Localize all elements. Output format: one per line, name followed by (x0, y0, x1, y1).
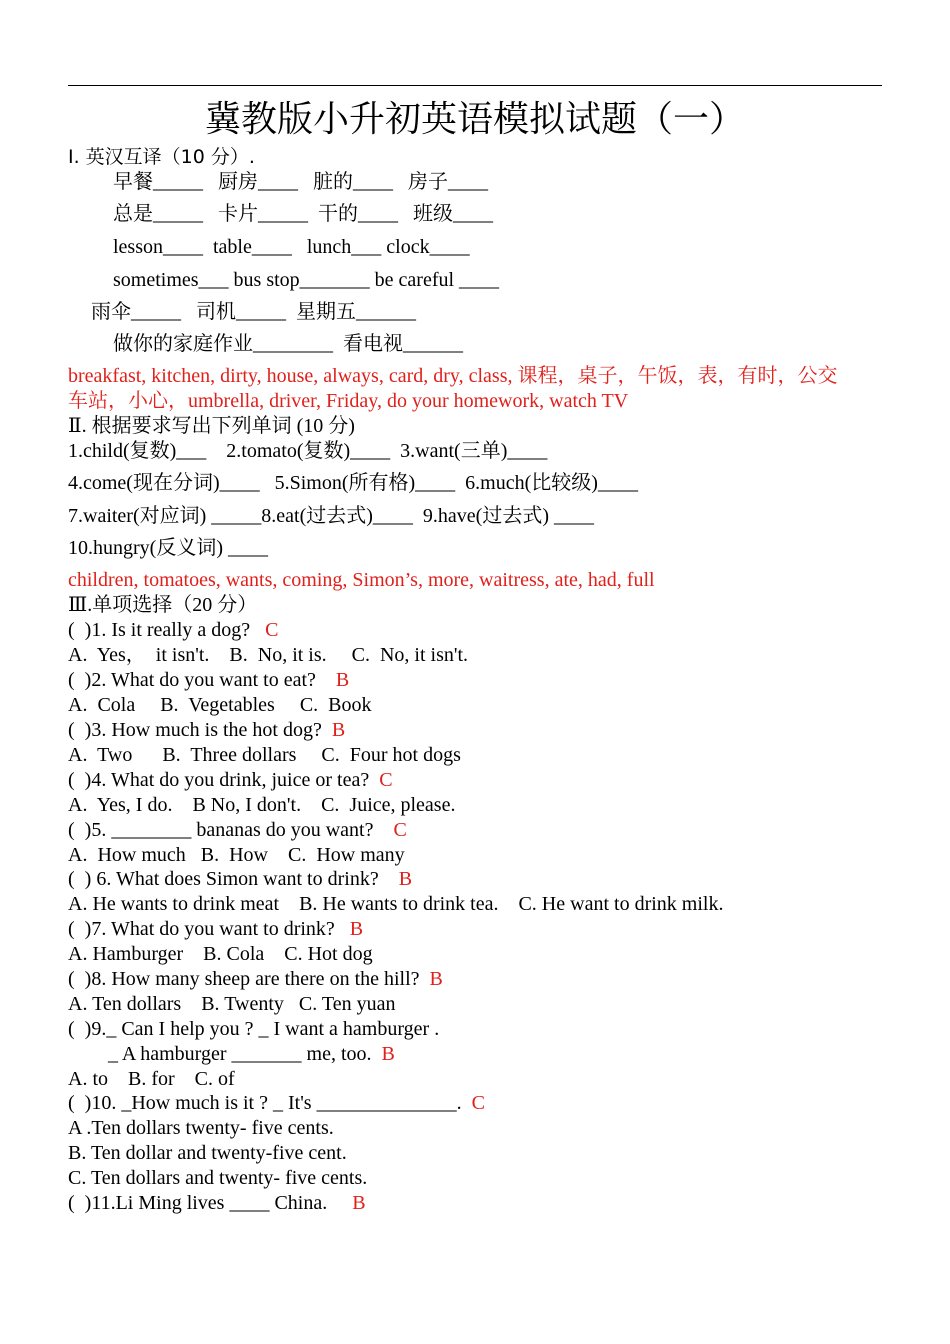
page-title: 冀教版小升初英语模拟试题（一） (204, 99, 745, 140)
options: A. Yes， it isn't. B. No, it is. C. No, it isn't. (68, 644, 469, 666)
section1-row: 总是_____ 卡片_____ 干的____ 班级____ (113, 203, 493, 225)
section1-answer: breakfast, kitchen, dirty, house, always, card, dry, class, 课程，桌子，午饭，表，有时，公交 (68, 365, 838, 387)
section2-row: 7.waiter(对应词) _____8.eat(过去式)____ 9.have(过去式) ____ (68, 505, 594, 527)
section3-heading: Ⅲ.单项选择（20 分） (68, 594, 258, 616)
question-4: ( )4. What do you drink, juice or tea? C (68, 769, 393, 791)
answer-key: C (265, 619, 279, 641)
options: A. Hamburger B. Cola C. Hot dog (68, 943, 373, 965)
section1-row: lesson____ table____ lunch___ clock____ (113, 236, 470, 258)
question-6: ( ) 6. What does Simon want to drink? B (68, 868, 413, 890)
options: B. Ten dollar and twenty-five cent. (68, 1142, 347, 1164)
options: A. Ten dollars B. Twenty C. Ten yuan (68, 993, 396, 1015)
section2-heading: Ⅱ. 根据要求写出下列单词 (10 分) (68, 415, 355, 437)
section2-row: 1.child(复数)___ 2.tomato(复数)____ 3.want(三单)____ (68, 440, 548, 462)
top-rule (68, 85, 882, 86)
question-1: ( )1. Is it really a dog? C (68, 619, 279, 641)
question-11: ( )11.Li Ming lives ____ China. B (68, 1192, 366, 1214)
section1-row: 雨伞_____ 司机_____ 星期五______ (91, 301, 416, 323)
answer-key: B (331, 719, 346, 741)
section1-answer: 车站，小心，umbrella, driver, Friday, do your homework, watch TV (68, 390, 629, 412)
options: A. Yes, I do. B No, I don't. C. Juice, please. (68, 794, 456, 816)
answer-key: B (398, 868, 413, 890)
section1-heading: I. 英汉互译（10 分）. (68, 146, 255, 168)
question-3: ( )3. How much is the hot dog? B (68, 719, 346, 741)
section2-row: 4.come(现在分词)____ 5.Simon(所有格)____ 6.much(比较级)____ (68, 472, 638, 494)
section1-row: sometimes___ bus stop_______ be careful ____ (113, 269, 500, 291)
question-7: ( )7. What do you want to drink? B (68, 918, 364, 940)
answer-key: B (349, 918, 364, 940)
options: C. Ten dollars and twenty- five cents. (68, 1167, 368, 1189)
options: A. Cola B. Vegetables C. Book (68, 694, 372, 716)
options: A .Ten dollars twenty- five cents. (68, 1117, 334, 1139)
answer-key: C (379, 769, 393, 791)
options: A. He wants to drink meat B. He wants to drink tea. C. He want to drink milk. (68, 893, 724, 915)
answer-key: B (335, 669, 350, 691)
question-8: ( )8. How many sheep are there on the hill? B (68, 968, 443, 990)
options: A. to B. for C. of (68, 1068, 235, 1090)
question-9: ( )9._ Can I help you ? _ I want a hamburger . (68, 1018, 440, 1040)
section1-row: 早餐_____ 厨房____ 脏的____ 房子____ (113, 171, 488, 193)
options: A. How much B. How C. How many (68, 844, 405, 866)
question-10: ( )10. _How much is it ? _ It's ______________. C (68, 1092, 485, 1114)
section2-row: 10.hungry(反义词) ____ (68, 537, 268, 559)
question-2: ( )2. What do you want to eat? B (68, 669, 350, 691)
section1-row: 做你的家庭作业________ 看电视______ (113, 333, 463, 355)
answer-key: C (393, 819, 407, 841)
answer-key: B (352, 1192, 366, 1214)
answer-key: B (429, 968, 443, 990)
options: A. Two B. Three dollars C. Four hot dogs (68, 744, 461, 766)
answer-key: B (381, 1043, 395, 1065)
question-9-cont: _ A hamburger _______ me, too. B (68, 1043, 395, 1065)
section2-answer: children, tomatoes, wants, coming, Simon’s, more, waitress, ate, had, full (68, 569, 655, 591)
question-5: ( )5. ________ bananas do you want? C (68, 819, 407, 841)
answer-key: C (471, 1092, 485, 1114)
